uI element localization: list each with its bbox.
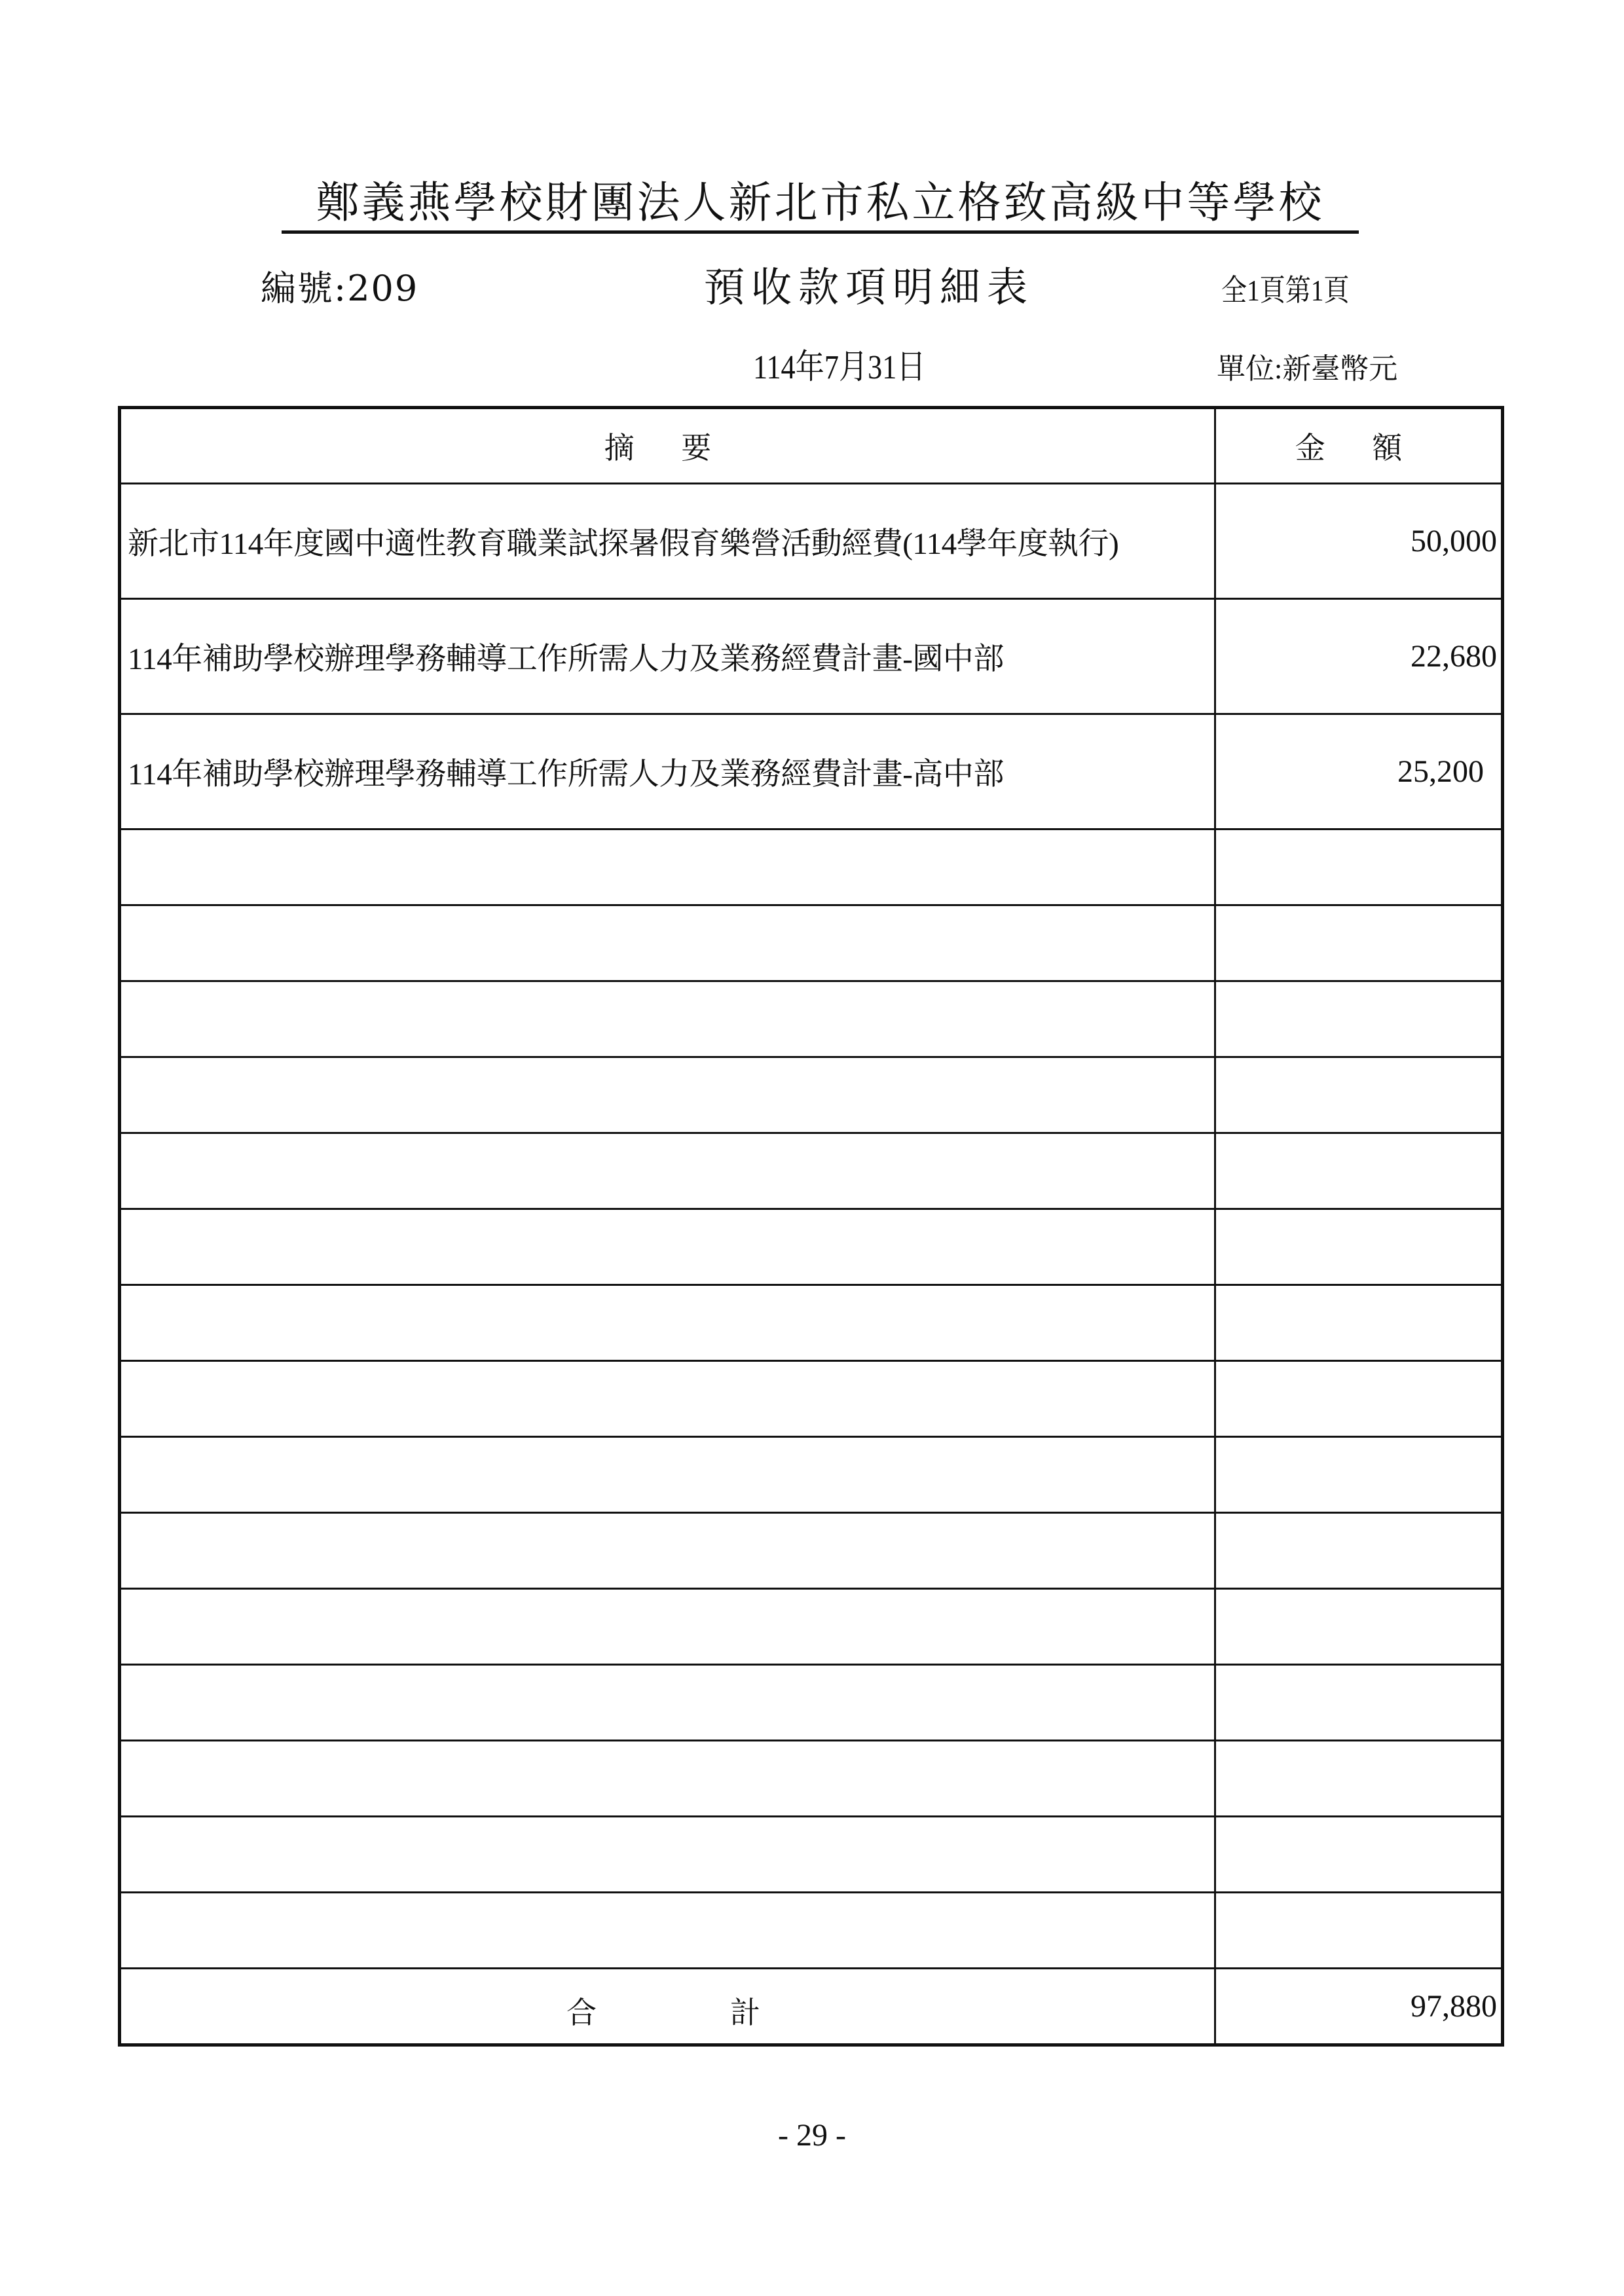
empty-row [120,1209,1503,1285]
empty-row [120,981,1503,1057]
column-header-amount: 金 額 [1215,408,1503,484]
empty-cell [1215,1665,1503,1741]
empty-cell [120,1741,1215,1817]
empty-cell [120,1665,1215,1741]
empty-row [120,1285,1503,1361]
empty-cell [120,1361,1215,1437]
empty-cell [120,1893,1215,1969]
total-label [120,1969,1215,2045]
total-label-char-2: 計 [730,1996,760,2030]
document-title: 預收款項明細表 [704,263,1035,311]
table-row [120,599,1503,714]
empty-cell [120,1057,1215,1133]
empty-cell [1215,1057,1503,1133]
empty-cell [1215,981,1503,1057]
report-date: 114年7月31日 [753,349,926,386]
empty-cell [120,1513,1215,1589]
empty-row [120,1437,1503,1513]
empty-row [120,1361,1503,1437]
empty-cell [120,1589,1215,1665]
empty-cell [1215,1361,1503,1437]
row-amount: 25,200 [1215,714,1503,829]
empty-cell [1215,829,1503,905]
empty-row [120,1817,1503,1893]
empty-row [120,1133,1503,1209]
empty-cell [120,1437,1215,1513]
row-amount: 50,000 [1215,484,1503,599]
page-number: - 29 - [778,2118,846,2153]
row-description: 新北市114年度國中適性教育職業試探暑假育樂營活動經費(114學年度執行) [120,484,1215,599]
empty-cell [120,905,1215,981]
empty-cell [1215,1133,1503,1209]
column-header-description: 摘 要 [120,408,1215,484]
row-description: 114年補助學校辦理學務輔導工作所需人力及業務經費計畫-高中部 [120,714,1215,829]
empty-row [120,1589,1503,1665]
empty-row [120,1057,1503,1133]
total-row [120,1969,1503,2045]
empty-cell [120,1209,1215,1285]
empty-cell [1215,1817,1503,1893]
empty-cell [120,829,1215,905]
empty-row [120,1665,1503,1741]
empty-cell [1215,905,1503,981]
empty-cell [1215,1437,1503,1513]
empty-cell [1215,1741,1503,1817]
empty-row [120,1893,1503,1969]
school-title: 鄭義燕學校財團法人新北市私立格致高級中等學校 [282,175,1359,234]
empty-cell [120,1817,1215,1893]
empty-row [120,1741,1503,1817]
empty-cell [120,981,1215,1057]
document-number: 編號:209 [261,268,419,309]
empty-cell [1215,1285,1503,1361]
page-indicator: 全1頁第1頁 [1221,274,1350,307]
empty-cell [1215,1893,1503,1969]
table-row [120,484,1503,599]
currency-unit: 單位:新臺幣元 [1217,353,1398,385]
table-row [120,714,1503,829]
advance-receipts-table [118,406,1504,2047]
empty-cell [120,1133,1215,1209]
empty-row [120,1513,1503,1589]
total-amount: 97,880 [1215,1969,1503,2045]
row-amount: 22,680 [1215,599,1503,714]
empty-cell [1215,1589,1503,1665]
empty-cell [120,1285,1215,1361]
empty-cell [1215,1209,1503,1285]
row-description: 114年補助學校辦理學務輔導工作所需人力及業務經費計畫-國中部 [120,599,1215,714]
empty-cell [1215,1513,1503,1589]
empty-row [120,829,1503,905]
table-header-row [120,408,1503,484]
empty-row [120,905,1503,981]
total-label-char-1: 合 [566,1996,597,2030]
